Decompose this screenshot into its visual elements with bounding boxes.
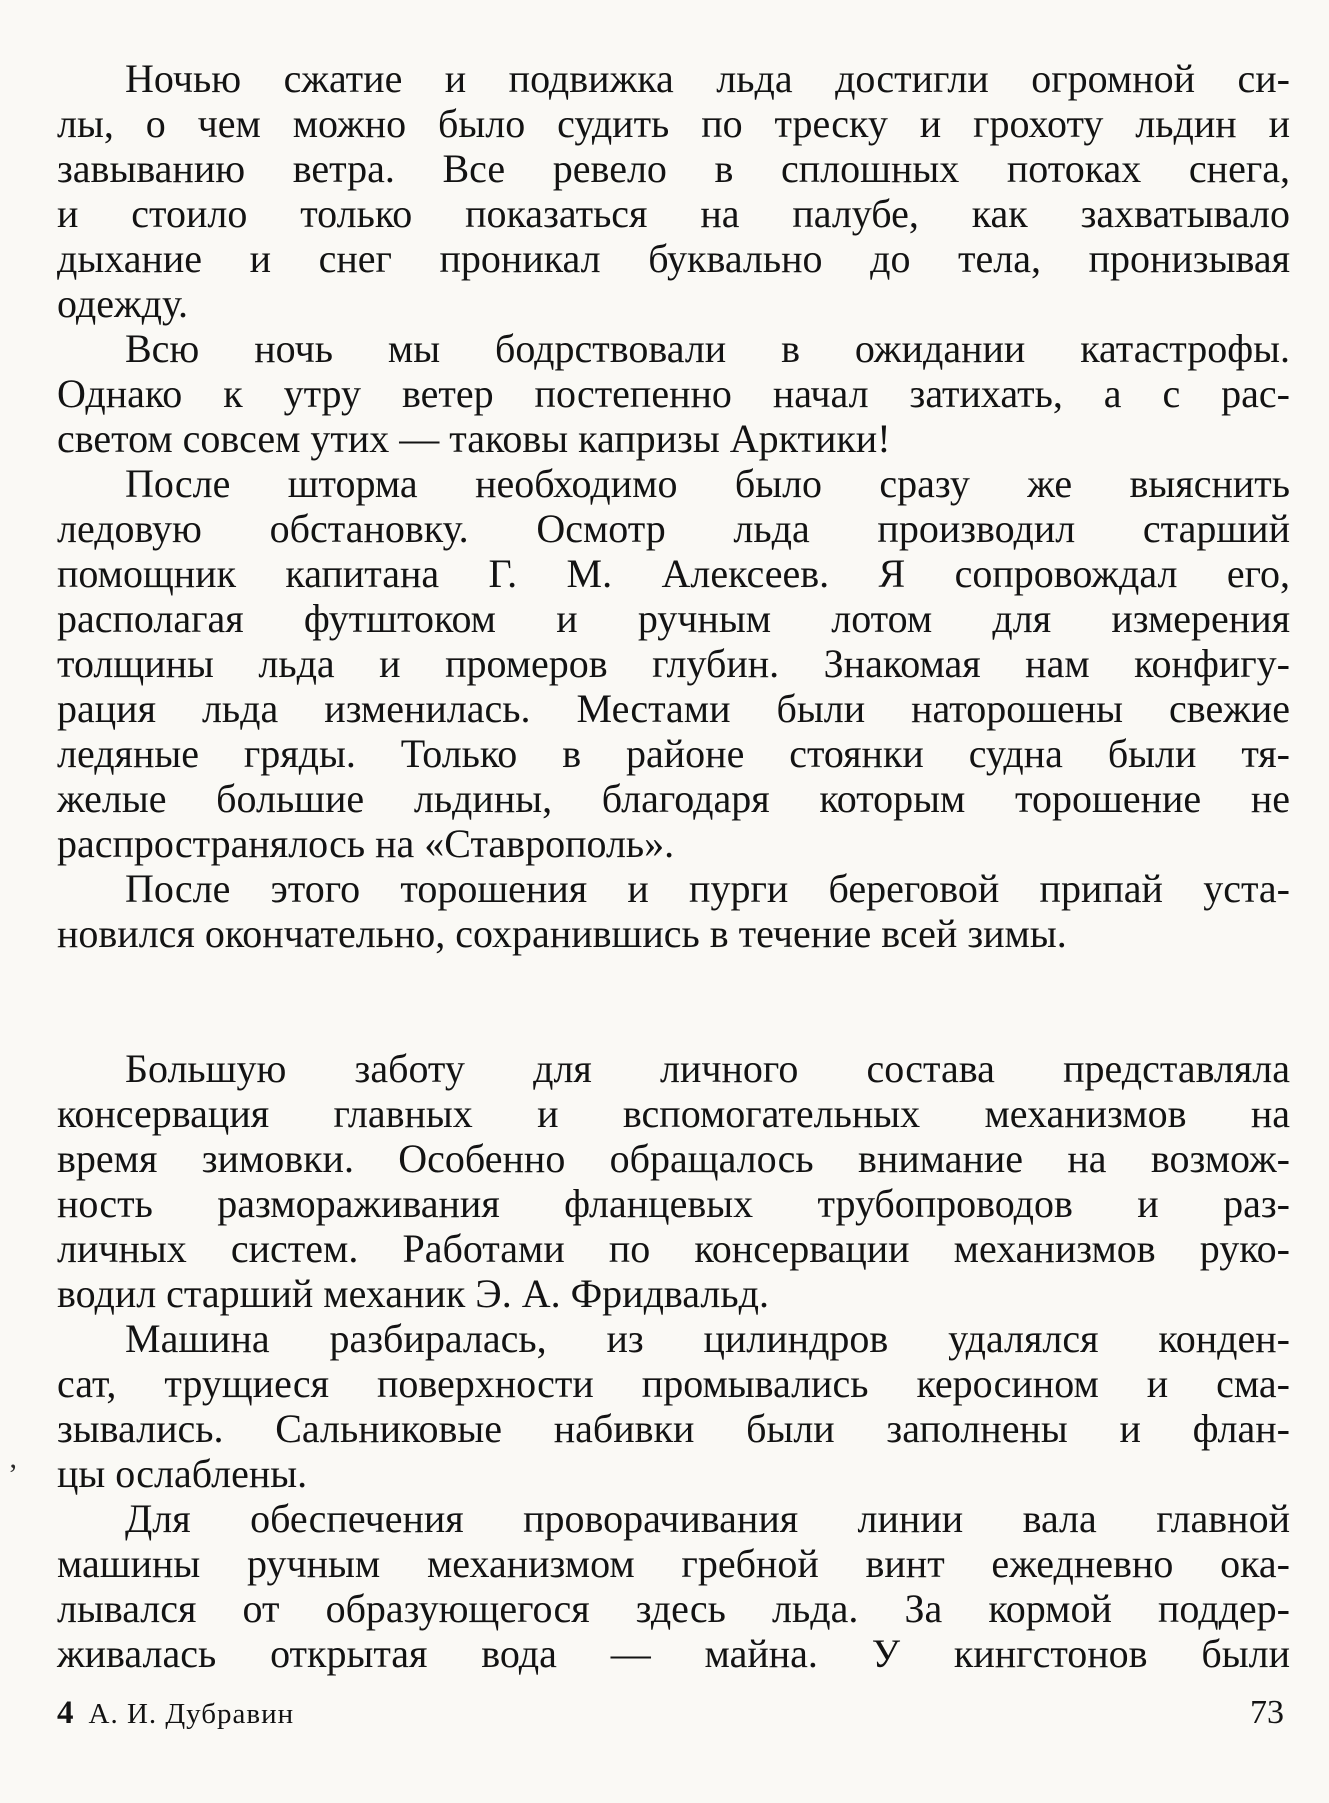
- text-line: и стоило только показаться на палубе, как захватывало: [57, 191, 1290, 236]
- page-footer: [57, 1694, 1290, 1732]
- text-line: Большую заботу для личного состава представляла: [125, 1046, 1290, 1091]
- page-number: 73: [1250, 1694, 1284, 1731]
- text-line: сат, трущиеся поверхности промывались керосином и сма-: [57, 1361, 1290, 1406]
- text-line: рация льда изменилась. Местами были наторошены свежие: [57, 686, 1290, 731]
- text-line: Для обеспечения проворачивания линии вала главной: [125, 1496, 1290, 1541]
- text-block: [57, 56, 1290, 1676]
- text-line: светом совсем утих — таковы капризы Арктики!: [57, 416, 891, 461]
- text-line: новился окончательно, сохранившись в течение всей зимы.: [57, 911, 1067, 956]
- footer-author: А. И. Дубравин: [88, 1698, 295, 1730]
- text-line: одежду.: [57, 281, 188, 326]
- text-line: лы, о чем можно было судить по треску и грохоту льдин и: [57, 101, 1290, 146]
- text-line: желые большие льдины, благодаря которым торошение не: [57, 776, 1290, 821]
- paragraph: [57, 461, 1290, 866]
- text-line: цы ослаблены.: [57, 1451, 308, 1496]
- text-line: консервация главных и вспомогательных механизмов на: [57, 1091, 1290, 1136]
- signature-number: 4: [57, 1695, 75, 1731]
- text-line: ледяные гряды. Только в районе стоянки судна были тя-: [57, 731, 1290, 776]
- text-line: машины ручным механизмом гребной винт ежедневно ока-: [57, 1541, 1290, 1586]
- paragraph: [57, 1046, 1290, 1316]
- footer-signature: [57, 1695, 294, 1732]
- paragraph: [57, 1316, 1290, 1496]
- text-line: Машина разбиралась, из цилиндров удалялся конден-: [125, 1316, 1290, 1361]
- text-line: живалась открытая вода — майна. У кингстонов были: [57, 1631, 1290, 1676]
- text-line: личных систем. Работами по консервации механизмов руко-: [57, 1226, 1290, 1271]
- text-line: ность размораживания фланцевых трубопроводов и раз-: [57, 1181, 1290, 1226]
- paragraph: [57, 56, 1290, 326]
- text-line: После шторма необходимо было сразу же выяснить: [125, 461, 1290, 506]
- paragraph: [57, 1496, 1290, 1676]
- scan-artifact: ’: [8, 1458, 18, 1491]
- text-line: Ночью сжатие и подвижка льда достигли огромной си-: [125, 56, 1290, 101]
- text-line: завыванию ветра. Все ревело в сплошных потоках снега,: [57, 146, 1290, 191]
- text-line: располагая футштоком и ручным лотом для измерения: [57, 596, 1290, 641]
- text-line: распространялось на «Ставрополь».: [57, 821, 675, 866]
- text-line: зывались. Сальниковые набивки были заполнены и флан-: [57, 1406, 1290, 1451]
- text-line: Всю ночь мы бодрствовали в ожидании катастрофы.: [125, 326, 1290, 371]
- paragraph: [57, 326, 1290, 461]
- text-line: водил старший механик Э. А. Фридвальд.: [57, 1271, 769, 1316]
- text-line: дыхание и снег проникал буквально до тела, пронизывая: [57, 236, 1290, 281]
- text-line: ледовую обстановку. Осмотр льда производил старший: [57, 506, 1290, 551]
- text-line: После этого торошения и пурги береговой припай уста-: [125, 866, 1290, 911]
- text-line: толщины льда и промеров глубин. Знакомая нам конфигу-: [57, 641, 1290, 686]
- paragraph: [57, 866, 1290, 956]
- text-line: лывался от образующегося здесь льда. За кормой поддер-: [57, 1586, 1290, 1631]
- section-break: [57, 956, 1290, 1046]
- text-line: время зимовки. Особенно обращалось внимание на возмож-: [57, 1136, 1290, 1181]
- text-line: помощник капитана Г. М. Алексеев. Я сопровождал его,: [57, 551, 1290, 596]
- text-line: Однако к утру ветер постепенно начал затихать, а с рас-: [57, 371, 1290, 416]
